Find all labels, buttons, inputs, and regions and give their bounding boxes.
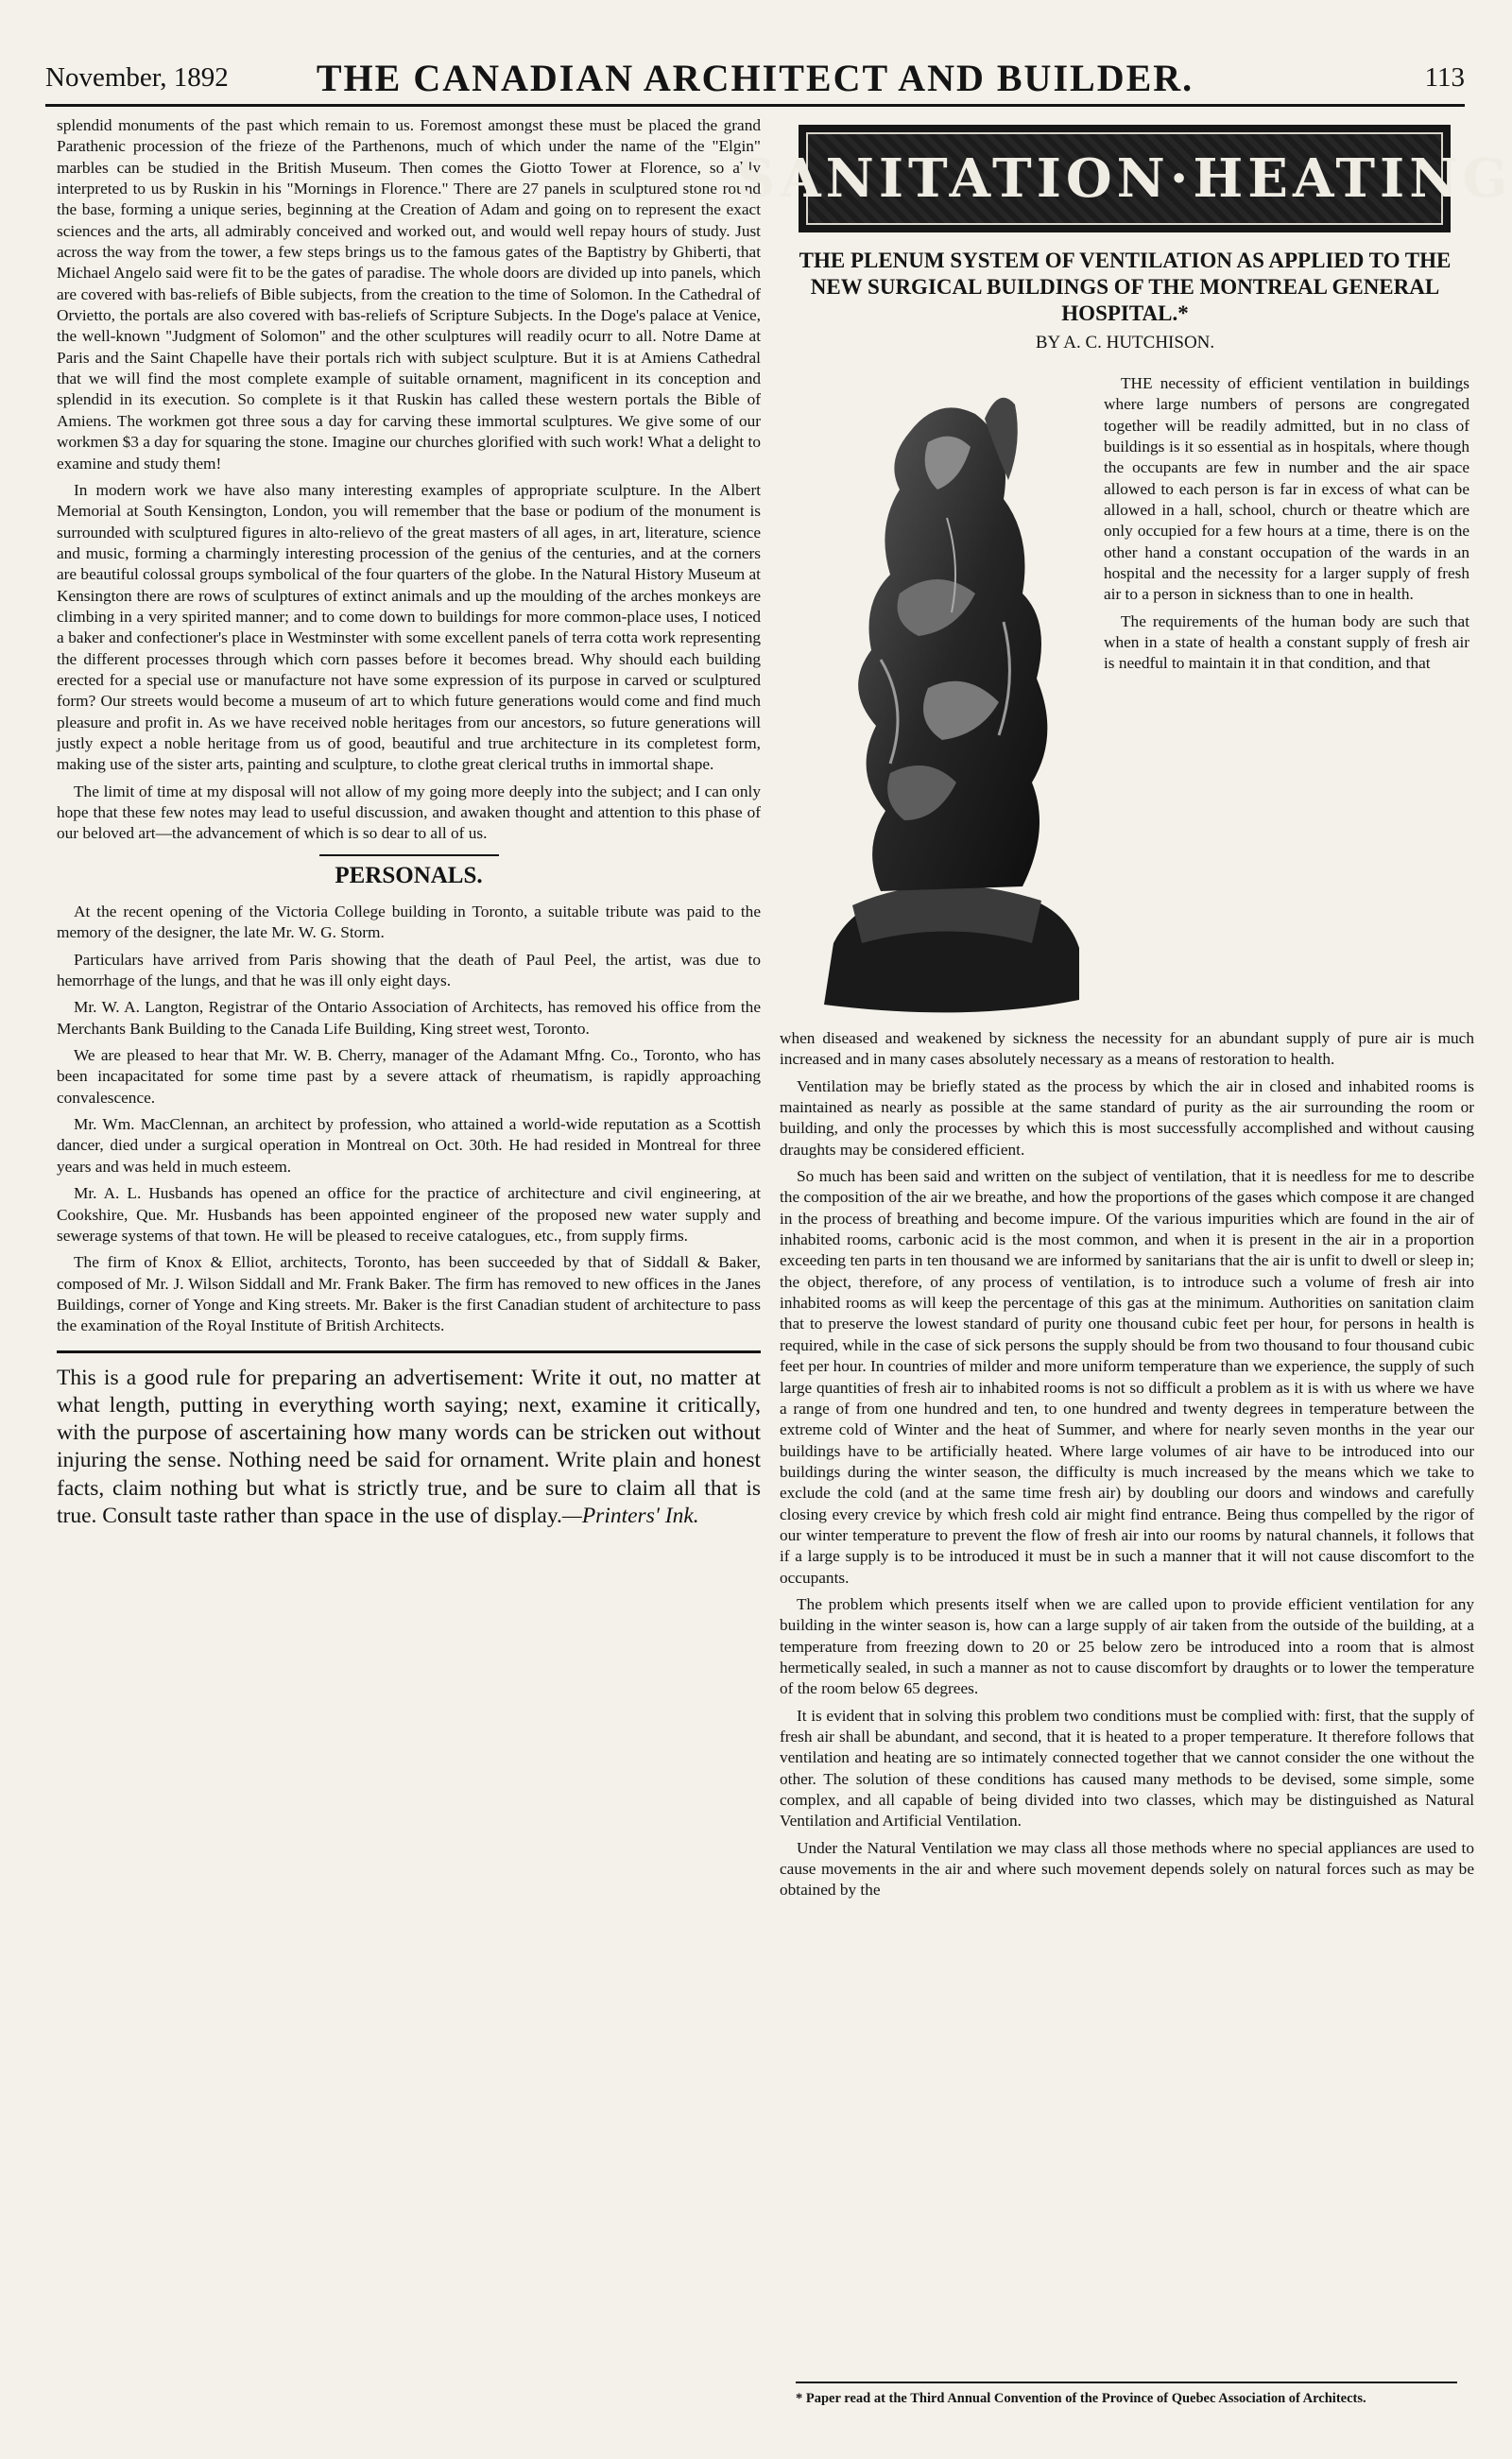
personal-item: Mr. Wm. MacClennan, an architect by profession, who attained a world-wide reputation as a Scottish dancer, died under a surgical operation in Montreal on Oct. 30th. He had resided in Montreal for three years and was held in much esteem. bbox=[57, 1115, 761, 1176]
article-title: THE PLENUM SYSTEM OF VENTILATION AS APPLIED TO THE NEW SURGICAL BUILDINGS OF THE MONTREAL GENERAL HOSPITAL.* bbox=[799, 249, 1452, 325]
personal-item: Particulars have arrived from Paris showing that the death of Paul Peel, the artist, was due to hemorrhage of the lungs, and that he was ill only eight days. bbox=[57, 950, 761, 990]
publication-title: THE CANADIAN ARCHITECT AND BUILDER. bbox=[316, 57, 1194, 99]
personal-item: At the recent opening of the Victoria College building in Toronto, a suitable tribute was paid to the memory of the designer, the late Mr. W. G. Storm. bbox=[57, 903, 761, 942]
personal-item: Mr. W. A. Langton, Registrar of the Ontario Association of Architects, has removed his office from the Merchants Bank Building to the Canada Life Building, King street west, Toronto. bbox=[57, 998, 761, 1038]
paragraph: It is evident that in solving this problem two conditions must be complied with: first, that the supply of fresh air shall be abundant, and second, that it is heated to a proper temperature. It therefore follows that ventilation and heating are so intimately connected together that we cannot consider the one without the other. The solution of these conditions has caused many methods to be devised, some simple, some complex, and all capable of being divided into two classes, which may be distinguished as Natural Ventilation and Artificial Ventilation. bbox=[780, 1706, 1474, 1831]
banner-frame bbox=[736, 132, 1512, 225]
text-beside-figure bbox=[1104, 373, 1469, 680]
running-header bbox=[45, 59, 1465, 107]
personal-item: The firm of Knox & Elliot, architects, Toronto, has been succeeded by that of Siddall & Baker, composed of Mr. J. Wilson Siddall and Mr. Frank Baker. The firm has removed to new offices in the Janes Buildings, corner of Yonge and King streets. Mr. Baker is the first Canadian student of architecture to pass the examination of the Royal Institute of British Architects. bbox=[57, 1253, 761, 1335]
paragraph: Under the Natural Ventilation we may class all those methods where no special appliances are used to cause movements in the air and where such movement depends solely on natural forces such as may be obtained by the bbox=[780, 1838, 1474, 1900]
personal-item: We are pleased to hear that Mr. W. B. Cherry, manager of the Adamant Mfng. Co., Toronto, who has been incapacitated for some time past by a severe attack of rheumatism, is rapidly approaching convalescence. bbox=[57, 1046, 761, 1107]
article-author: BY A. C. HUTCHISON. bbox=[1035, 333, 1215, 353]
personals-heading: PERSONALS. bbox=[57, 854, 761, 886]
right-column bbox=[780, 1028, 1474, 1907]
paragraph: Ventilation may be briefly stated as the process by which the air in closed and inhabited rooms is maintained as nearly as possible at the same standard of purity as the air surrounding the room or building, and only the processes by which this is most successfully accomplished and without causing draughts may be considered efficient. bbox=[780, 1076, 1474, 1159]
footnote: * Paper read at the Third Annual Convention of the Province of Quebec Association of Architects. bbox=[796, 2382, 1457, 2407]
advertisement-paragraph bbox=[57, 1365, 761, 1531]
paragraph: In modern work we have also many interesting examples of appropriate sculpture. In the Albert Memorial at South Kensington, London, you will remember that the base or podium of the monument is surrounded with sculptured figures in alto-relievo of the great masters of all ages, in art, literature, science and music, forming a charmingly interesting procession of the genius of the centuries, and at the corners are beautiful colossal groups symbolical of the four quarters of the globe. In the Natural History Museum at Kensington there are rows of sculptures of extinct animals and up the moulding of the arches monkeys are climbing in a very spirited manner; and to come down to buildings for more common-place uses, I noticed a baker and confectioner's place in Westminster with some excellent panels of terra cotta work representing the different processes through which corn passes before it becomes bread. Why should each building erected for a special use or manufacture not have some expression of its purpose in carved or sculptured form? Our streets would become a museum of art to which future generations would come and find much pleasure and profit in. As we have received noble heritages from our ancestors, so future generations will justly expect a noble heritage from us of good, beautiful and true architecture in its completest form, making use of the sister arts, painting and sculpture, to clothe great clerical truths in immortal shape. bbox=[57, 480, 761, 774]
issue-date: November, 1892 bbox=[45, 62, 229, 93]
left-column bbox=[57, 115, 761, 1536]
advertisement-text: This is a good rule for preparing an advertisement: Write it out, no matter at what length, putting in everything worth saying; next, examine it critically, with the purpose of ascertaining how many words can be stricken out without injuring the sense. Nothing need be said for ornament. Write plain and honest facts, claim nothing but what is strictly true, and be sure to claim all that is true. Consult taste rather than space in the use of display. bbox=[57, 1365, 761, 1529]
paragraph: The limit of time at my disposal will not allow of my going more deeply into the subject; and I can only hope that these few notes may lead to useful discussion, and awaken thought and attention to this phase of our beloved art—the advancement of which is so dear to all of us. bbox=[57, 782, 761, 843]
paragraph: when diseased and weakened by sickness the necessity for an abundant supply of pure air is much increased and in many cases absolutely necessary as a means of restoration to health. bbox=[780, 1029, 1474, 1069]
paragraph: THE necessity of efficient ventilation in buildings where large numbers of persons are congregated together will be readily admitted, but in no class of buildings is it so essential as in hospitals, where though the occupants are few in number and the air space allowed to each person is far in excess of what can be allowed in a hall, school, church or theatre which are only occupied for a few hours at a time, there is on the other hand a constant occupation of the wards in an hospital and the necessity for a larger supply of fresh air to a person in sickness than to one in health. bbox=[1104, 374, 1469, 604]
sculpture-illustration bbox=[796, 376, 1096, 1023]
advertisement-credit: —Printers' Ink. bbox=[561, 1504, 699, 1529]
page-number: 113 bbox=[1424, 62, 1465, 93]
paragraph: So much has been said and written on the subject of ventilation, that it is needless for me to describe the composition of the air we breathe, and how the proportions of the gases which compose it are changed in the process of breathing and become impure. Of the various impurities which are found in the air of inhabited rooms, carbonic acid is the most common, and when it is present in the air in a proportion exceeding ten parts in ten thousand we are informed by sanitarians that the air is unfit to dwell or sleep in; the object, therefore, of any process of ventilation, is to introduce such a volume of fresh air into inhabited rooms as will keep the percentage of this gas at the minimum. Authorities on sanitation claim that to preserve the lowest standard of purity one thousand cubic feet per hour, for persons in health is required, while in the case of sick persons the supply should be from two thousand to four thousand cubic feet per hour. In countries of milder and more uniform temperature than we experience, the supply of such large quantities of fresh air to inhabited rooms is not so difficult a problem as it is with us where we have a range of from one hundred and ten, to one hundred and twenty degrees in temperature between the extreme cold of Winter and the heat of Summer, and where for nearly seven months in the year our buildings have to be artificially heated. Where large volumes of air have to be introduced into our buildings during the winter season, the difficulty is much increased by the means which we take to exclude the cold (and at the same time fresh air) by doubling our doors and windows and carefully closing every crevice by which fresh cold air might find entrance. Being thus compelled by the rigor of our winter temperature to prevent the flow of fresh air into our rooms by natural channels, it follows that if a large supply is to be introduced it must be in such a manner that it will not cause discomfort to the occupants. bbox=[780, 1167, 1474, 1587]
banner-text: SANITATION·HEATING bbox=[736, 147, 1512, 210]
sculpture-illustration-icon bbox=[796, 376, 1096, 1023]
paragraph: The requirements of the human body are such that when in a state of health a constant supply of fresh air is needful to maintain it in that condition, and that bbox=[1104, 611, 1469, 673]
paragraph: The problem which presents itself when we are called upon to provide efficient ventilation for any building in the winter season is, how can a large supply of air taken from the outside of the building, at a temperature from freezing down to 20 or 25 below zero be introduced into a room that is almost hermetically sealed, in such a manner as not to cause discomfort by draughts or to lower the temperature of the room below 65 degrees. bbox=[780, 1594, 1474, 1698]
personal-item: Mr. A. L. Husbands has opened an office for the practice of architecture and civil engineering, at Cookshire, Que. Mr. Husbands has been appointed engineer of the proposed new water supply and sewerage systems of that town. He will be pleased to receive catalogues, etc., from supply firms. bbox=[57, 1184, 761, 1245]
paragraph: splendid monuments of the past which remain to us. Foremost amongst these must be placed the grand Parathenic procession of the frieze of the Parthenons, much of which under the name of the "Elgin" marbles can be studied in the British Museum. Then comes the Giotto Tower at Florence, so ably interpreted to us by Ruskin in his "Mornings in Florence." There are 27 panels in sculptured stone round the base, forming a unique series, beginning at the Creation of Adam and going on to represent the exact sciences and the arts, all admirably conceived and worked out, and would well repay hours of study. Just across the way from the tower, a few steps brings us to the famous gates of the Baptistry by Ghiberti, that Michael Angelo said were fit to be the gates of paradise. The whole doors are divided up into panels, which are covered with bas-reliefs of Bible subjects, from the creation to the time of Solomon. In the Cathedral of Orvietto, the portals are also covered with bas-reliefs of Scripture Subjects. In the Doge's palace at Venice, the well-known "Judgment of Solomon" and the other sculptures will readily ocurr to all. Notre Dame at Paris and the Saint Chapelle have their portals rich with subject sculpture. But it is at Amiens Cathedral that we will find the most complete example of suitable ornament, magnificent in its conception and splendid in its execution. So complete is it that Ruskin has called these western portals the Bible of Amiens. The workmen got three sous a day for carving these immortal sculptures. We give some of our workmen $3 a day for squaring the stone. Imagine our churches glorified with such work! What a delight to examine and study them! bbox=[57, 116, 761, 473]
section-banner bbox=[736, 125, 1512, 232]
advertisement-note bbox=[57, 1350, 761, 1531]
